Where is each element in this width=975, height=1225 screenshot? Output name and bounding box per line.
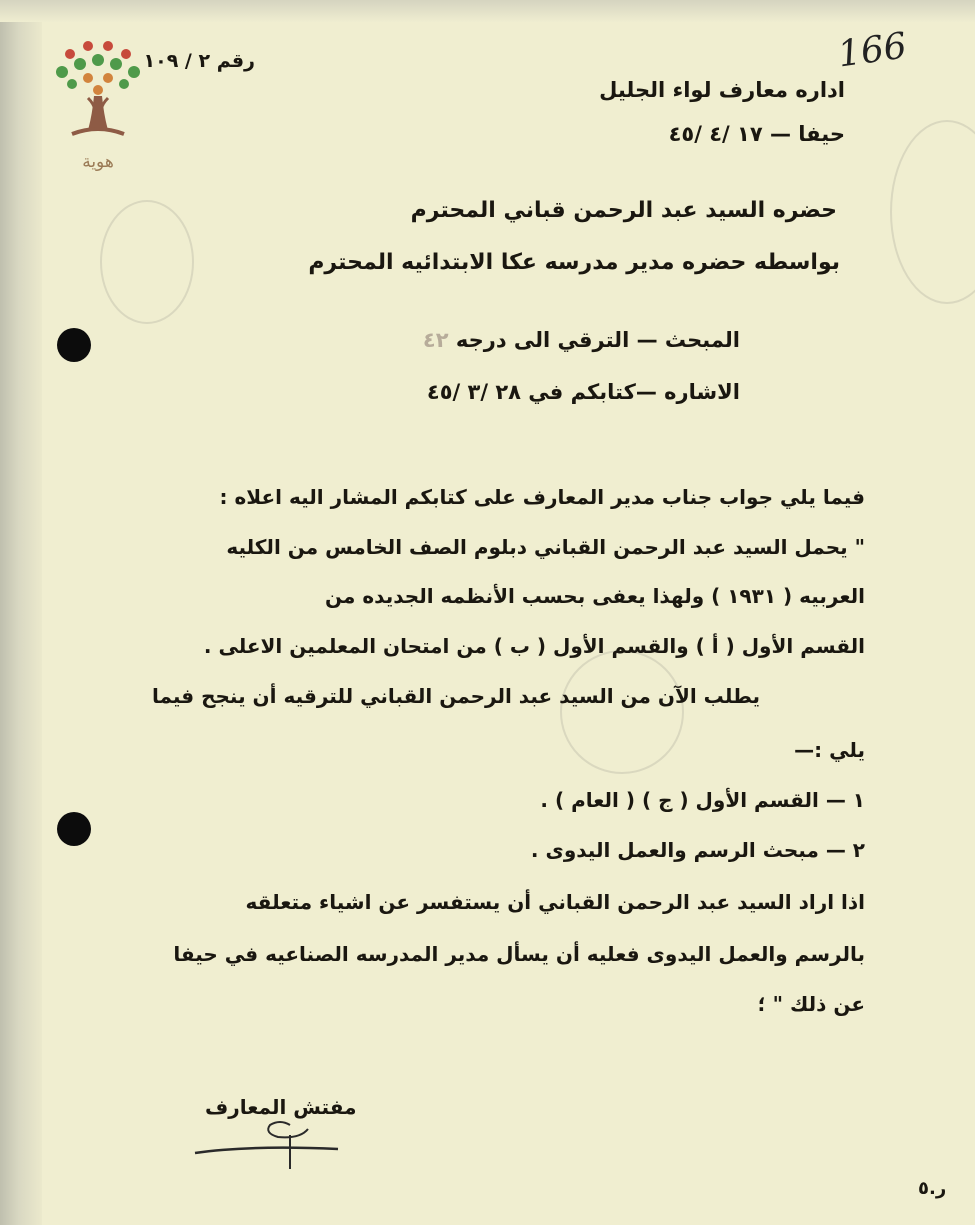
body-line: اذا اراد السيد عبد الرحمن القباني أن يستفسر عن اشياء متعلقه bbox=[245, 890, 865, 914]
footer-code: ر.٥ bbox=[918, 1178, 947, 1199]
scan-top-edge bbox=[0, 0, 975, 22]
punch-hole-bottom bbox=[57, 812, 91, 846]
signature-title: مفتش المعارف bbox=[205, 1095, 357, 1119]
faint-stamp-impression bbox=[560, 650, 684, 774]
subject-grade-mark: ٤٢ bbox=[422, 328, 449, 352]
body-line: عن ذلك " ؛ bbox=[757, 992, 865, 1016]
subject-label: المبحث — الترقي الى درجه bbox=[455, 328, 740, 352]
logo-caption: هوية bbox=[82, 152, 114, 172]
list-item: ٢ — مبحث الرسم والعمل اليدوى . bbox=[530, 838, 865, 862]
heritage-tree-logo bbox=[48, 38, 148, 198]
body-line: يطلب الآن من السيد عبد الرحمن القباني للترقيه أن ينجح فيما bbox=[151, 684, 760, 708]
handwritten-signature bbox=[190, 1115, 340, 1175]
faint-stamp-impression bbox=[890, 120, 975, 304]
faint-stamp-impression bbox=[100, 200, 194, 324]
addressee-via-line: بواسطه حضره مدير مدرسه عكا الابتدائيه المحترم bbox=[308, 250, 840, 275]
body-line: العربيه ( ١٩٣١ ) ولهذا يعفى بحسب الأنظمه الجديده من bbox=[325, 584, 865, 608]
body-line: " يحمل السيد عبد الرحمن القباني دبلوم الصف الخامس من الكليه bbox=[226, 535, 865, 559]
reference-line: الاشاره —كتابكم في ٢٨ /٣ /٤٥ bbox=[426, 380, 740, 404]
punch-hole-top bbox=[57, 328, 91, 362]
body-line: فيما يلي جواب جناب مدير المعارف على كتابكم المشار اليه اعلاه : bbox=[219, 485, 865, 509]
body-line: يلي :— bbox=[794, 738, 865, 762]
addressee-line: حضره السيد عبد الرحمن قباني المحترم bbox=[410, 198, 837, 223]
body-line: بالرسم والعمل اليدوى فعليه أن يسأل مدير المدرسه الصناعيه في حيفا bbox=[173, 942, 865, 966]
subject-line bbox=[423, 328, 740, 352]
list-item: ١ — القسم الأول ( ج ) ( العام ) . bbox=[540, 788, 865, 812]
body-line: القسم الأول ( أ ) والقسم الأول ( ب ) من امتحان المعلمين الاعلى . bbox=[203, 634, 865, 658]
handwritten-page-number: 166 bbox=[835, 25, 910, 76]
place-date: حيفا — ١٧ /٤ /٤٥ bbox=[668, 122, 845, 146]
scan-left-edge bbox=[0, 0, 42, 1225]
reference-number: رقم ٢ / ١٠٩ bbox=[143, 50, 255, 72]
office-heading: اداره معارف لواء الجليل bbox=[599, 78, 845, 102]
